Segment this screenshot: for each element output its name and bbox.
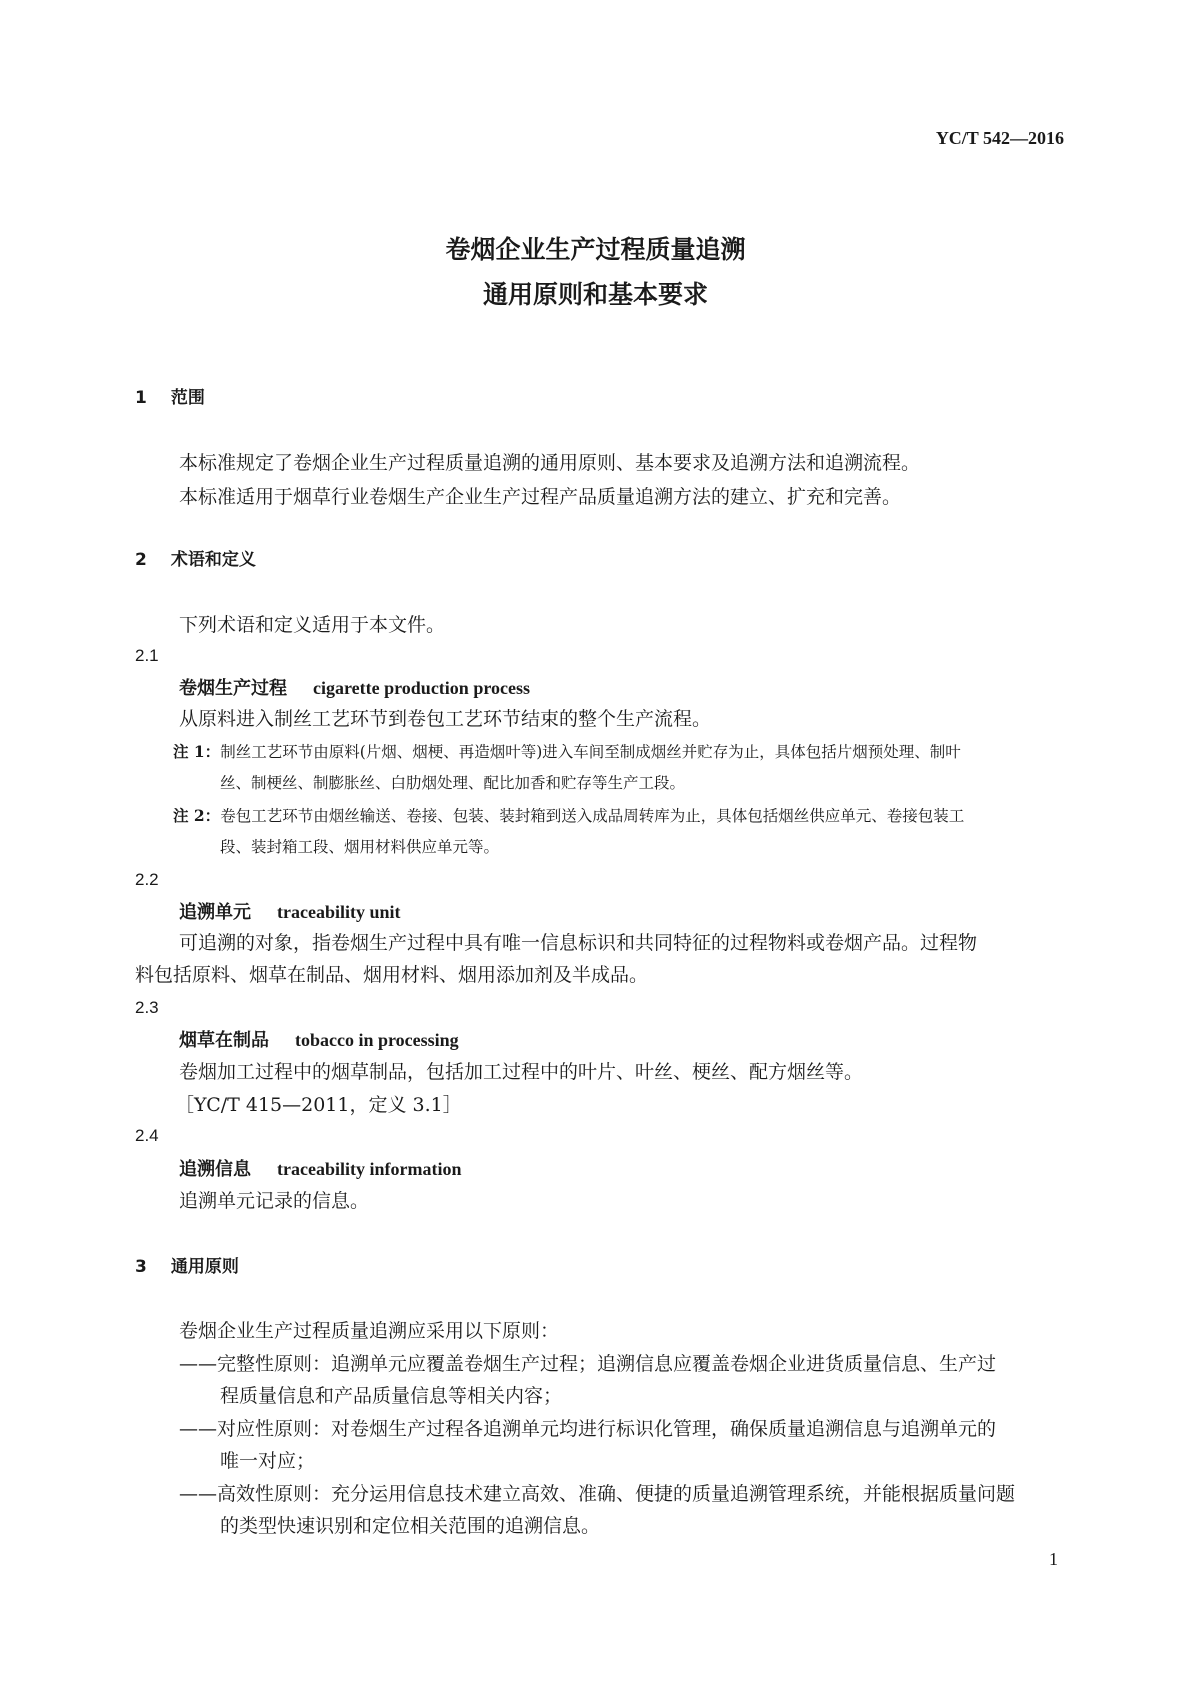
term-number: 2.1 (135, 646, 159, 665)
term-definition: 卷烟加工过程中的烟草制品，包括加工过程中的叶片、叶丝、梗丝、配方烟丝等。 (179, 1061, 864, 1083)
note-2-cont: 段、装封箱工段、烟用材料供应单元等。 (220, 838, 500, 856)
paragraph: 本标准适用于烟草行业卷烟生产企业生产过程产品质量追溯方法的建立、扩充和完善。 (179, 486, 902, 508)
list-item-cont: 的类型快速识别和定位相关范围的追溯信息。 (220, 1515, 601, 1537)
term-heading: 烟草在制品 tobacco in processing (179, 1030, 459, 1051)
page-number: 1 (1049, 1549, 1058, 1569)
section-1-heading: 1 范围 (135, 388, 205, 408)
paragraph: 本标准规定了卷烟企业生产过程质量追溯的通用原则、基本要求及追溯方法和追溯流程。 (179, 452, 921, 474)
term-reference: ［YC/T 415—2011，定义 3.1］ (175, 1094, 462, 1116)
term-definition-cont: 料包括原料、烟草在制品、烟用材料、烟用添加剂及半成品。 (135, 964, 649, 986)
paragraph: 卷烟企业生产过程质量追溯应采用以下原则： (179, 1320, 560, 1342)
doc-title-line2: 通用原则和基本要求 (482, 280, 708, 309)
note-2: 注 2：卷包工艺环节由烟丝输送、卷接、包装、装封箱到送入成品周转库为止，具体包括烟丝供应单元、卷接包装工 (173, 806, 965, 825)
term-heading: 卷烟生产过程 cigarette production process (179, 678, 530, 699)
term-definition: 可追溯的对象，指卷烟生产过程中具有唯一信息标识和共同特征的过程物料或卷烟产品。过程物 (179, 932, 978, 954)
term-heading: 追溯单元 traceability unit (179, 902, 401, 923)
list-item: ——高效性原则：充分运用信息技术建立高效、准确、便捷的质量追溯管理系统，并能根据质量问题 (179, 1483, 1016, 1505)
term-definition: 追溯单元记录的信息。 (179, 1190, 370, 1212)
term-number: 2.2 (135, 870, 159, 889)
term-heading: 追溯信息 traceability information (179, 1159, 462, 1180)
paragraph: 下列术语和定义适用于本文件。 (179, 614, 446, 636)
term-number: 2.3 (135, 998, 159, 1017)
standard-code: YC/T 542—2016 (935, 128, 1064, 148)
note-1: 注 1：制丝工艺环节由原料(片烟、烟梗、再造烟叶等)进入车间至制成烟丝并贮存为止，具体包括片烟预处理、制叶 (173, 742, 961, 761)
section-3-heading: 3 通用原则 (135, 1257, 239, 1277)
list-item-cont: 唯一对应； (220, 1450, 316, 1472)
term-definition: 从原料进入制丝工艺环节到卷包工艺环节结束的整个生产流程。 (179, 708, 712, 730)
note-1-cont: 丝、制梗丝、制膨胀丝、白肋烟处理、配比加香和贮存等生产工段。 (220, 774, 686, 792)
list-item: ——对应性原则：对卷烟生产过程各追溯单元均进行标识化管理，确保质量追溯信息与追溯单元的 (179, 1418, 997, 1440)
section-2-heading: 2 术语和定义 (135, 550, 256, 570)
term-number: 2.4 (135, 1126, 159, 1145)
doc-title-line1: 卷烟企业生产过程质量追溯 (445, 235, 746, 264)
list-item-cont: 程质量信息和产品质量信息等相关内容； (220, 1385, 563, 1407)
list-item: ——完整性原则：追溯单元应覆盖卷烟生产过程；追溯信息应覆盖卷烟企业进货质量信息、生产过 (179, 1353, 997, 1375)
